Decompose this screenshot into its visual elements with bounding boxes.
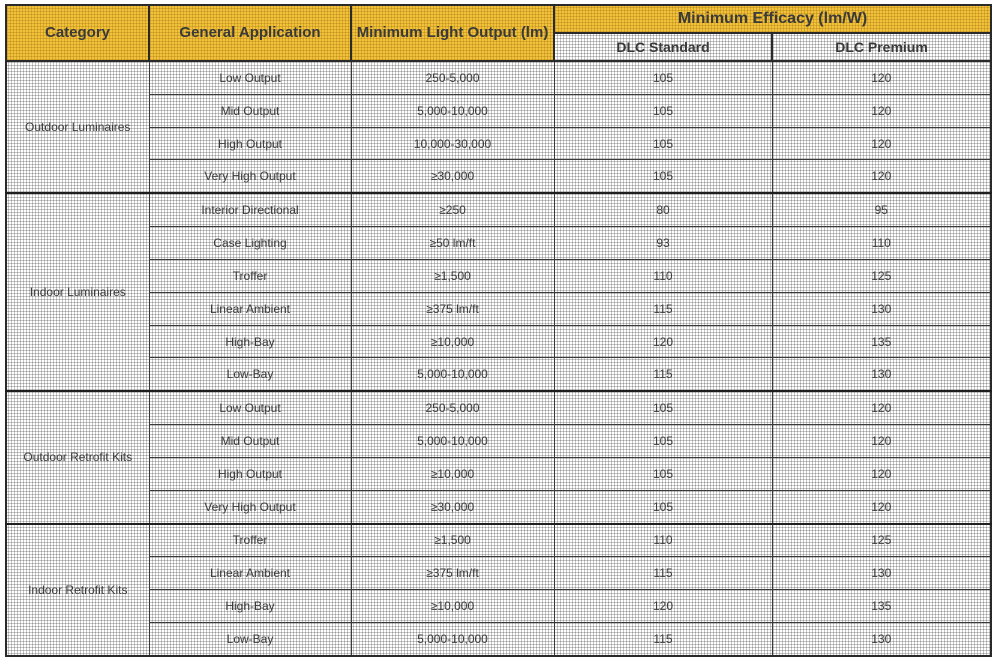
application-cell: Low Output	[149, 61, 351, 94]
light-output-cell: ≥50 lm/ft	[351, 227, 554, 260]
dlc-premium-cell: 120	[772, 61, 991, 94]
table-row	[6, 292, 991, 325]
light-output-cell: 5,000-10,000	[351, 623, 554, 656]
application-cell: Linear Ambient	[149, 292, 351, 325]
dlc-standard-cell: 120	[554, 325, 772, 358]
table-row	[6, 490, 991, 523]
category-header: Category	[6, 5, 149, 61]
light-output-cell: ≥375 lm/ft	[351, 292, 554, 325]
table-row	[6, 94, 991, 127]
table-row	[6, 358, 991, 391]
dlc-standard-cell: 105	[554, 457, 772, 490]
table-body	[6, 61, 991, 656]
light-output-cell: ≥10,000	[351, 325, 554, 358]
dlc-premium-cell: 120	[772, 457, 991, 490]
dlc-premium-cell: 125	[772, 524, 991, 557]
dlc-premium-header: DLC Premium	[772, 33, 991, 61]
dlc-standard-cell: 115	[554, 358, 772, 391]
table-row	[6, 590, 991, 623]
dlc-premium-cell: 130	[772, 358, 991, 391]
table-row	[6, 259, 991, 292]
application-cell: Mid Output	[149, 94, 351, 127]
application-cell: Troffer	[149, 259, 351, 292]
dlc-standard-cell: 105	[554, 425, 772, 458]
dlc-standard-header: DLC Standard	[554, 33, 772, 61]
light-output-cell: ≥10,000	[351, 590, 554, 623]
dlc-premium-cell: 95	[772, 193, 991, 226]
light-output-cell: 5,000-10,000	[351, 358, 554, 391]
application-cell: High-Bay	[149, 590, 351, 623]
dlc-premium-cell: 120	[772, 160, 991, 193]
dlc-standard-cell: 93	[554, 227, 772, 260]
dlc-premium-cell: 120	[772, 391, 991, 424]
light-output-cell: ≥30,000	[351, 160, 554, 193]
light-output-cell: ≥30,000	[351, 490, 554, 523]
efficacy-requirements-table	[5, 4, 992, 657]
application-cell: Linear Ambient	[149, 557, 351, 590]
dlc-premium-cell: 120	[772, 490, 991, 523]
table-row	[6, 193, 991, 226]
table-row	[6, 160, 991, 193]
category-cell: Outdoor Luminaires	[6, 61, 149, 193]
light-output-header: Minimum Light Output (lm)	[351, 5, 554, 61]
dlc-standard-cell: 115	[554, 557, 772, 590]
light-output-cell: 10,000-30,000	[351, 127, 554, 160]
application-cell: Low-Bay	[149, 623, 351, 656]
dlc-premium-cell: 110	[772, 227, 991, 260]
table-header	[6, 5, 991, 61]
table-row	[6, 127, 991, 160]
light-output-cell: ≥250	[351, 193, 554, 226]
dlc-standard-cell: 110	[554, 524, 772, 557]
category-cell: Outdoor Retrofit Kits	[6, 391, 149, 523]
dlc-premium-cell: 120	[772, 127, 991, 160]
category-cell: Indoor Retrofit Kits	[6, 524, 149, 656]
table-row	[6, 325, 991, 358]
efficacy-table-container	[5, 4, 990, 657]
table-row	[6, 557, 991, 590]
application-header: General Application	[149, 5, 351, 61]
table-row	[6, 391, 991, 424]
dlc-standard-cell: 110	[554, 259, 772, 292]
application-cell: Interior Directional	[149, 193, 351, 226]
light-output-cell: 5,000-10,000	[351, 425, 554, 458]
application-cell: Mid Output	[149, 425, 351, 458]
light-output-cell: 250-5,000	[351, 61, 554, 94]
application-cell: Very High Output	[149, 160, 351, 193]
light-output-cell: ≥1,500	[351, 259, 554, 292]
table-row	[6, 457, 991, 490]
application-cell: Low-Bay	[149, 358, 351, 391]
dlc-standard-cell: 115	[554, 623, 772, 656]
application-cell: High-Bay	[149, 325, 351, 358]
dlc-standard-cell: 105	[554, 127, 772, 160]
dlc-premium-cell: 120	[772, 425, 991, 458]
category-cell: Indoor Luminaires	[6, 193, 149, 391]
light-output-cell: ≥10,000	[351, 457, 554, 490]
application-cell: Low Output	[149, 391, 351, 424]
table-row	[6, 227, 991, 260]
dlc-premium-cell: 130	[772, 292, 991, 325]
application-cell: High Output	[149, 457, 351, 490]
application-cell: Very High Output	[149, 490, 351, 523]
dlc-standard-cell: 105	[554, 391, 772, 424]
efficacy-header: Minimum Efficacy (lm/W)	[554, 5, 991, 33]
dlc-standard-cell: 105	[554, 490, 772, 523]
dlc-standard-cell: 105	[554, 160, 772, 193]
dlc-premium-cell: 135	[772, 325, 991, 358]
dlc-standard-cell: 120	[554, 590, 772, 623]
light-output-cell: ≥1,500	[351, 524, 554, 557]
table-row	[6, 623, 991, 656]
dlc-standard-cell: 115	[554, 292, 772, 325]
table-row	[6, 524, 991, 557]
dlc-standard-cell: 105	[554, 94, 772, 127]
light-output-cell: 5,000-10,000	[351, 94, 554, 127]
table-row	[6, 425, 991, 458]
dlc-premium-cell: 130	[772, 623, 991, 656]
dlc-premium-cell: 125	[772, 259, 991, 292]
dlc-premium-cell: 120	[772, 94, 991, 127]
application-cell: Troffer	[149, 524, 351, 557]
application-cell: High Output	[149, 127, 351, 160]
dlc-premium-cell: 135	[772, 590, 991, 623]
dlc-premium-cell: 130	[772, 557, 991, 590]
application-cell: Case Lighting	[149, 227, 351, 260]
light-output-cell: ≥375 lm/ft	[351, 557, 554, 590]
table-row	[6, 61, 991, 94]
dlc-standard-cell: 105	[554, 61, 772, 94]
light-output-cell: 250-5,000	[351, 391, 554, 424]
dlc-standard-cell: 80	[554, 193, 772, 226]
